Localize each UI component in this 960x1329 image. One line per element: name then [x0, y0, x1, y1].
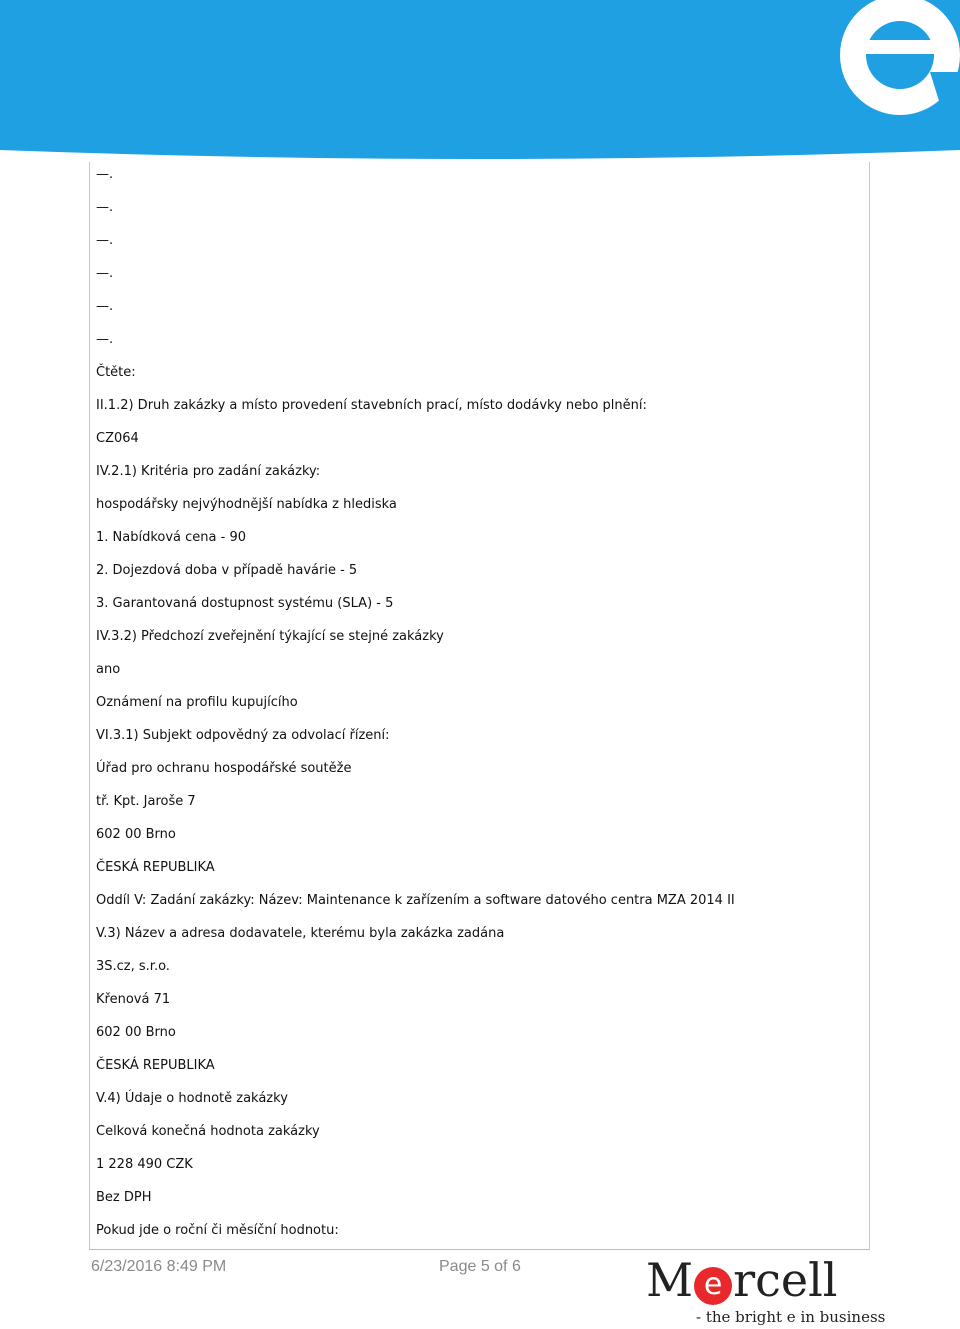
read-label: Čtěte:	[96, 365, 136, 380]
dash-line: —.	[96, 266, 114, 281]
address-line: 602 00 Brno	[96, 827, 176, 842]
address-line: ČESKÁ REPUBLIKA	[96, 1058, 215, 1073]
section-heading: Oddíl V: Zadání zakázky: Název: Maintenance k zařízením a software datového centra MZA 2014 II	[96, 893, 735, 908]
section-heading: IV.3.2) Předchozí zveřejnění týkající se stejné zakázky	[96, 629, 444, 644]
section-heading: V.4) Údaje o hodnotě zakázky	[96, 1091, 288, 1106]
text-line: hospodářsky nejvýhodnější nabídka z hlediska	[96, 497, 397, 512]
dash-line: —.	[96, 167, 114, 182]
value-line: 1 228 490 CZK	[96, 1157, 193, 1172]
marcell-logo	[640, 1252, 886, 1329]
address-line: Křenová 71	[96, 992, 171, 1007]
text-line: CZ064	[96, 431, 139, 446]
logo-wordmark	[646, 1252, 838, 1308]
text-line: Bez DPH	[96, 1190, 152, 1205]
dash-line: —.	[96, 200, 114, 215]
section-heading: IV.2.1) Kritéria pro zadání zakázky:	[96, 464, 321, 479]
header-banner	[0, 0, 960, 162]
logo-letters-rcell: rcell	[733, 1253, 838, 1307]
dash-line: —.	[96, 332, 114, 347]
address-line: 3S.cz, s.r.o.	[96, 959, 170, 974]
section-heading: V.3) Název a adresa dodavatele, kterému byla zakázka zadána	[96, 926, 505, 941]
address-line: ČESKÁ REPUBLIKA	[96, 860, 215, 875]
criterion-item: 2. Dojezdová doba v případě havárie - 5	[96, 563, 358, 578]
criterion-item: 1. Nabídková cena - 90	[96, 530, 247, 545]
dash-line: —.	[96, 299, 114, 314]
text-line: Oznámení na profilu kupujícího	[96, 695, 298, 710]
dash-line: —.	[96, 233, 114, 248]
section-heading: II.1.2) Druh zakázky a místo provedení stavebních prací, místo dodávky nebo plnění:	[96, 398, 647, 413]
brand-e-mark-icon	[840, 0, 960, 115]
footer-divider	[89, 1249, 869, 1250]
text-line: ano	[96, 662, 121, 677]
text-line: Celková konečná hodnota zakázky	[96, 1124, 320, 1139]
section-heading: VI.3.1) Subjekt odpovědný za odvolací řízení:	[96, 728, 390, 743]
banner-graphic	[0, 0, 960, 162]
address-line: tř. Kpt. Jaroše 7	[96, 794, 196, 809]
footer-page-number: Page 5 of 6	[439, 1258, 521, 1275]
footer-timestamp: 6/23/2016 8:49 PM	[91, 1258, 227, 1275]
address-line: 602 00 Brno	[96, 1025, 176, 1040]
text-line: Pokud jde o roční či měsíční hodnotu:	[96, 1223, 339, 1238]
criterion-item: 3. Garantovaná dostupnost systému (SLA) - 5	[96, 596, 394, 611]
logo-tagline: - the bright e in business	[696, 1308, 886, 1326]
address-line: Úřad pro ochranu hospodářské soutěže	[96, 761, 352, 776]
logo-e-icon: e	[694, 1267, 732, 1305]
logo-letter-m: M	[646, 1253, 694, 1307]
